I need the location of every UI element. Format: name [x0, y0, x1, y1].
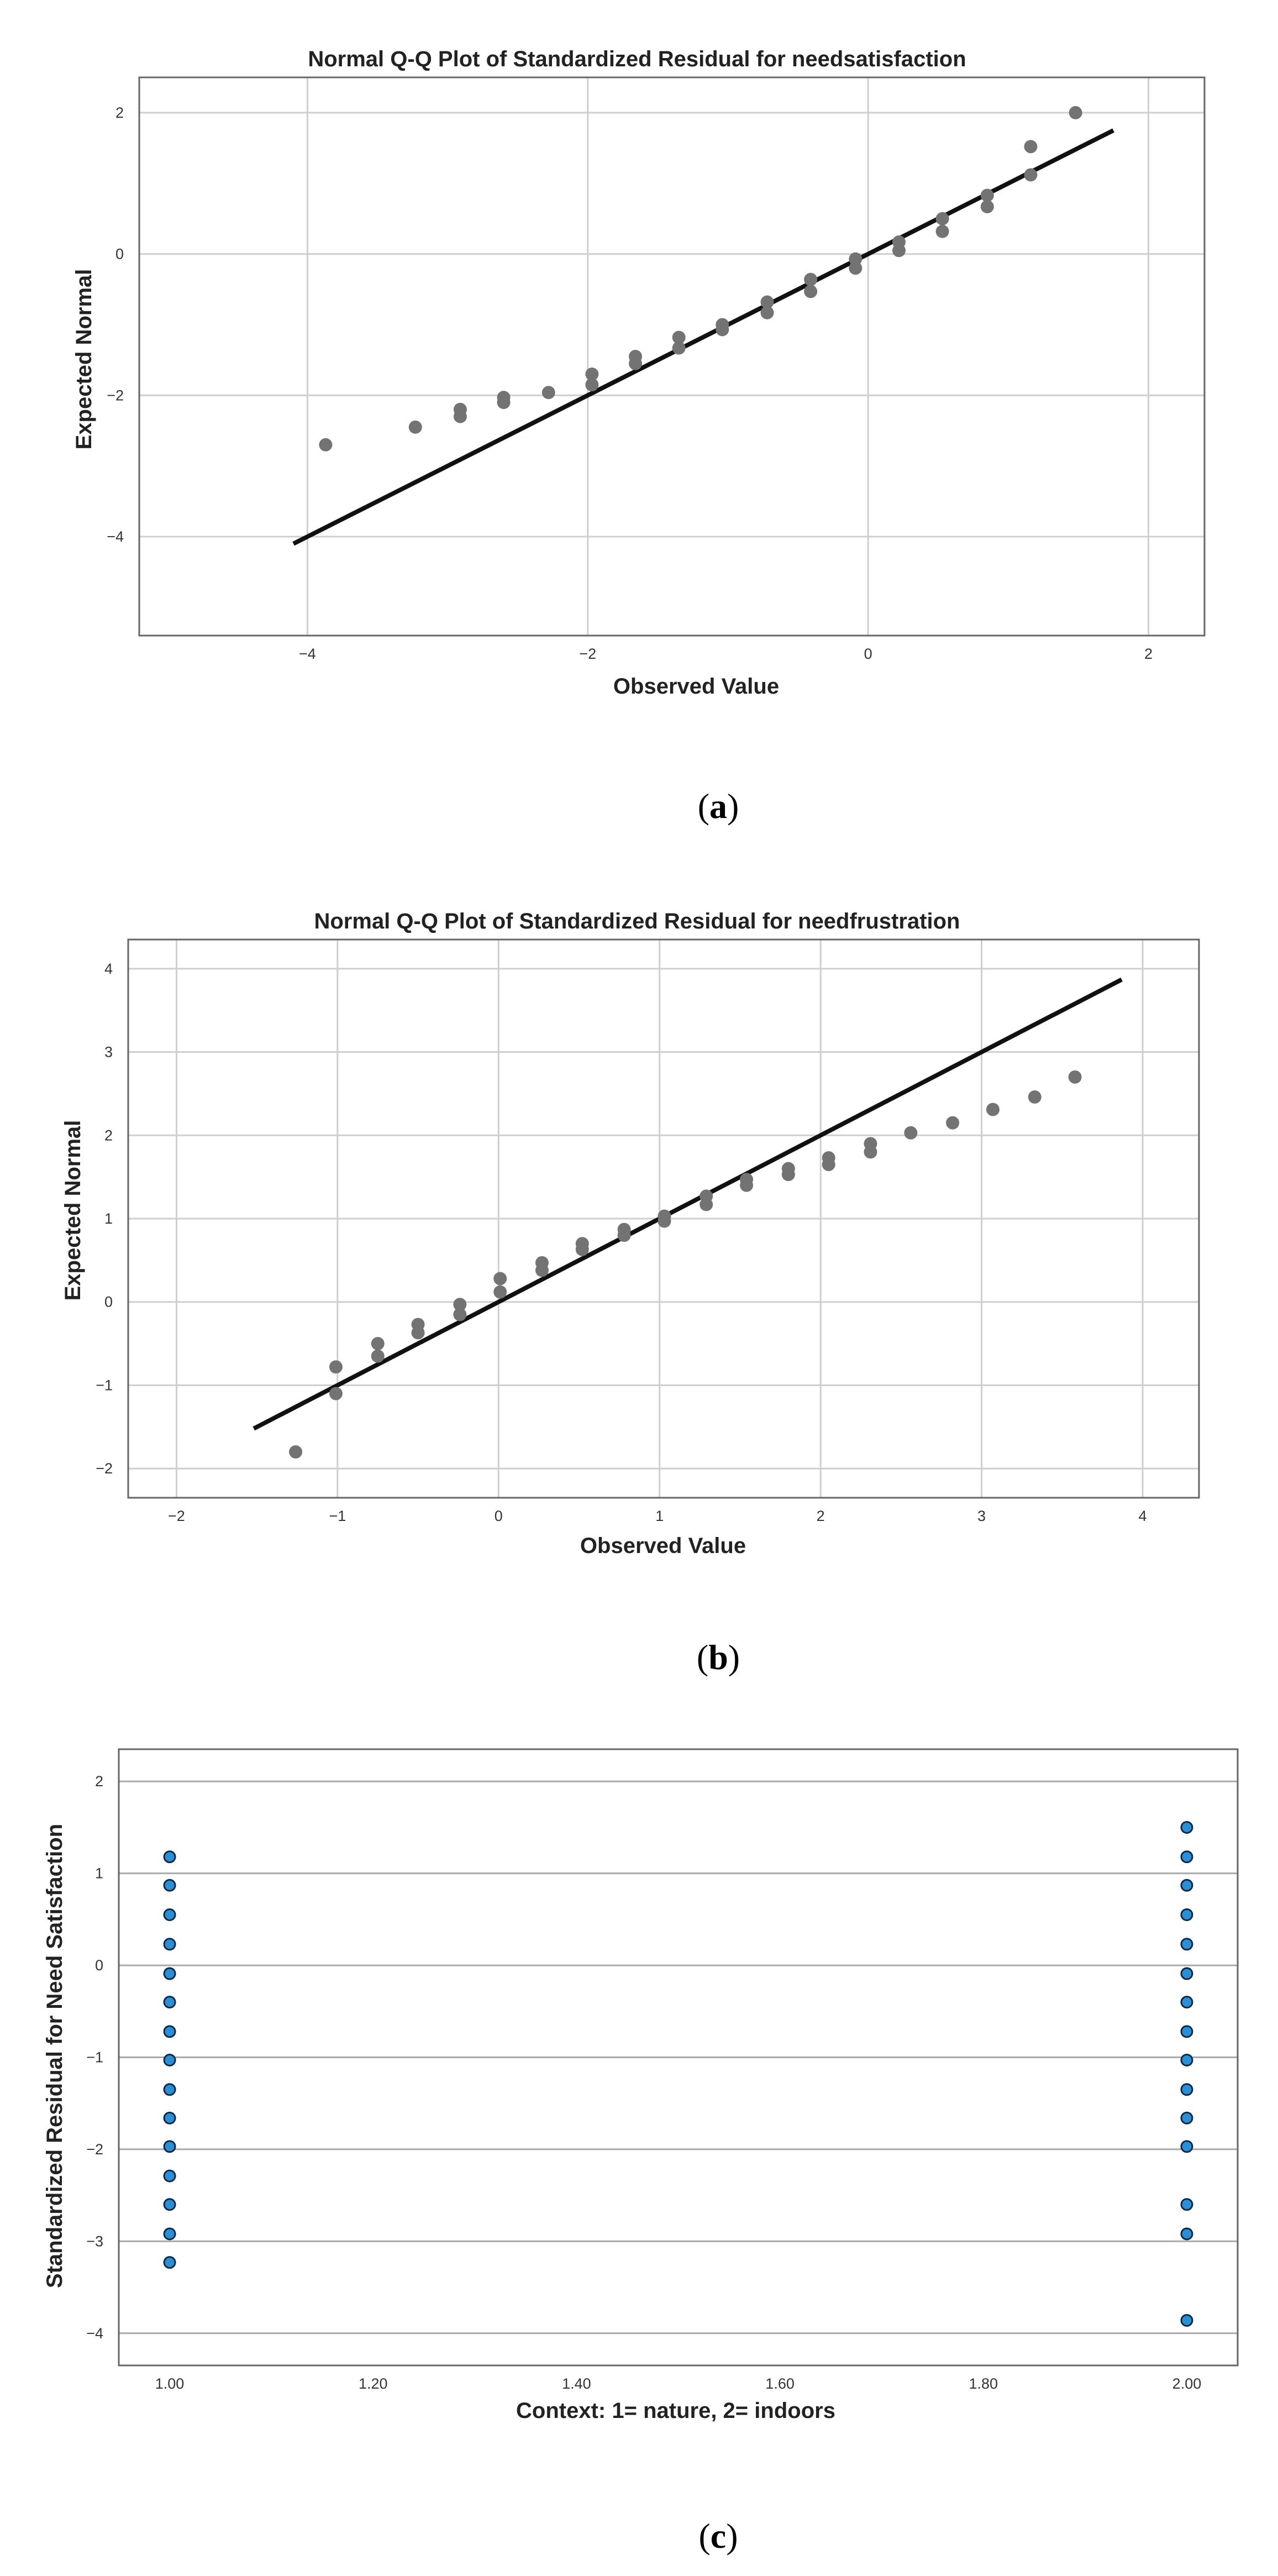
data-point — [412, 1326, 425, 1340]
y-tick-label: 1 — [94, 1865, 103, 1882]
chart-a-points — [319, 106, 1082, 452]
y-tick-label: −2 — [96, 1460, 113, 1477]
data-point — [329, 1360, 343, 1373]
data-point — [164, 1851, 175, 1863]
y-tick-label: 2 — [94, 1773, 103, 1790]
y-tick-label: −1 — [96, 1377, 113, 1394]
panel-c — [43, 1749, 1238, 2556]
chart-b-reference-line — [254, 979, 1122, 1429]
x-tick-label: 1.40 — [562, 2375, 591, 2392]
caption-c: (c) — [698, 2516, 738, 2556]
x-tick-label: 4 — [1138, 1508, 1147, 1524]
y-tick-label: −4 — [107, 528, 124, 545]
y-tick-label: −2 — [86, 2140, 103, 2158]
y-tick-label: −3 — [86, 2233, 103, 2250]
x-tick-label: 1 — [655, 1508, 664, 1524]
data-point — [329, 1387, 343, 1400]
y-tick-label: 4 — [104, 960, 113, 977]
chart-b-title: Normal Q-Q Plot of Standardized Residual for needfrustration — [314, 909, 960, 933]
data-point — [164, 2026, 175, 2037]
data-point — [1181, 2199, 1192, 2210]
data-point — [986, 1103, 1000, 1116]
data-point — [164, 2228, 175, 2239]
x-tick-label: 1.60 — [765, 2375, 795, 2392]
caption-a: (a) — [697, 786, 739, 826]
y-tick-label: 1 — [104, 1210, 113, 1227]
data-point — [164, 2199, 175, 2210]
y-tick-label: 0 — [94, 1957, 103, 1974]
data-point — [1181, 2228, 1192, 2239]
data-point — [981, 189, 994, 202]
data-point — [164, 2170, 175, 2181]
data-point — [849, 261, 862, 275]
data-point — [1181, 1997, 1192, 2008]
data-point — [164, 2054, 175, 2065]
data-point — [164, 1968, 175, 1979]
data-point — [1181, 1939, 1192, 1950]
x-tick-label: 1.80 — [969, 2375, 998, 2392]
data-point — [1181, 2054, 1192, 2065]
x-tick-label: 1.00 — [155, 2375, 185, 2392]
data-point — [1181, 2026, 1192, 2037]
x-tick-label: 2 — [816, 1508, 825, 1524]
x-tick-label: −2 — [579, 646, 597, 662]
data-point — [535, 1263, 549, 1277]
chart-b-tick-labels — [96, 961, 1146, 1524]
y-tick-label: 2 — [104, 1127, 113, 1144]
y-tick-label: 0 — [115, 245, 124, 263]
data-point — [409, 421, 422, 434]
caption-a-letter: a — [709, 786, 727, 826]
data-point — [319, 438, 332, 452]
data-point — [497, 396, 511, 409]
data-point — [164, 2141, 175, 2152]
data-point — [164, 2257, 175, 2268]
data-point — [904, 1126, 917, 1140]
data-point — [289, 1445, 302, 1458]
chart-b-y-axis-label: Expected Normal — [61, 1120, 85, 1301]
data-point — [618, 1229, 631, 1242]
data-point — [453, 1308, 466, 1321]
data-point — [864, 1145, 877, 1158]
y-tick-label: 0 — [104, 1293, 113, 1310]
data-point — [454, 410, 467, 423]
chart-c-x-axis-label: Context: 1= nature, 2= indoors — [516, 2399, 835, 2423]
data-point — [1069, 1071, 1082, 1084]
x-tick-label: 3 — [977, 1508, 986, 1524]
data-point — [629, 357, 642, 370]
data-point — [542, 386, 555, 399]
data-point — [782, 1168, 795, 1181]
chart-b-x-axis-label: Observed Value — [580, 1534, 746, 1558]
chart-c-tick-labels — [86, 1773, 1201, 2392]
x-tick-label: −1 — [329, 1508, 346, 1524]
data-point — [576, 1243, 589, 1256]
caption-c-letter: c — [710, 2516, 727, 2556]
data-point — [936, 212, 949, 225]
chart-c-points — [164, 1822, 1192, 2326]
caption-b: (b) — [696, 1638, 740, 1677]
y-tick-label: −2 — [107, 387, 124, 404]
data-point — [164, 1939, 175, 1950]
chart-a-plot-frame — [139, 77, 1205, 636]
data-point — [658, 1215, 671, 1228]
data-point — [493, 1286, 507, 1299]
data-point — [585, 378, 598, 391]
data-point — [1069, 106, 1082, 119]
chart-c-gridlines — [119, 1781, 1238, 2333]
chart-a-y-axis-label: Expected Normal — [72, 269, 96, 450]
data-point — [804, 285, 817, 298]
x-tick-label: −2 — [168, 1508, 185, 1524]
data-point — [1024, 168, 1037, 181]
data-point — [1024, 140, 1037, 153]
data-point — [892, 244, 906, 257]
chart-a-x-axis-label: Observed Value — [613, 674, 780, 699]
data-point — [1181, 2084, 1192, 2095]
data-point — [672, 342, 686, 355]
x-tick-label: 0 — [864, 646, 872, 662]
data-point — [700, 1198, 713, 1211]
chart-c-y-axis-label: Standardized Residual for Need Satisfaction — [43, 1823, 67, 2289]
x-tick-label: 2.00 — [1172, 2375, 1202, 2392]
x-tick-label: 0 — [494, 1508, 503, 1524]
data-point — [740, 1179, 753, 1192]
data-point — [761, 306, 774, 319]
data-point — [164, 2084, 175, 2095]
data-point — [1181, 2112, 1192, 2123]
y-tick-label: 3 — [104, 1043, 113, 1061]
data-point — [946, 1116, 959, 1130]
x-tick-label: −4 — [299, 646, 316, 662]
data-point — [1181, 1968, 1192, 1979]
data-point — [164, 1997, 175, 2008]
data-point — [1181, 1822, 1192, 1833]
data-point — [804, 273, 817, 286]
x-tick-label: 2 — [1144, 646, 1153, 662]
y-tick-label: −4 — [86, 2325, 103, 2342]
data-point — [822, 1158, 835, 1171]
data-point — [1181, 1909, 1192, 1921]
data-point — [1028, 1090, 1042, 1104]
x-tick-label: 1.20 — [358, 2375, 388, 2392]
data-point — [371, 1337, 385, 1350]
panel-a — [72, 47, 1205, 826]
data-point — [493, 1272, 507, 1286]
chart-a-gridlines — [139, 77, 1205, 636]
data-point — [1181, 2141, 1192, 2152]
data-point — [164, 1880, 175, 1891]
panel-b — [61, 909, 1199, 1677]
data-point — [164, 2112, 175, 2123]
data-point — [1181, 1851, 1192, 1863]
data-point — [981, 200, 994, 213]
chart-b-points — [289, 1071, 1082, 1458]
data-point — [371, 1350, 385, 1363]
y-tick-label: 2 — [115, 104, 124, 121]
data-point — [716, 323, 729, 336]
y-tick-label: −1 — [86, 2049, 103, 2066]
caption-b-letter: b — [708, 1638, 728, 1677]
data-point — [164, 1909, 175, 1921]
chart-a-title: Normal Q-Q Plot of Standardized Residual for needsatisfaction — [308, 47, 966, 71]
data-point — [1181, 1880, 1192, 1891]
data-point — [936, 225, 949, 238]
data-point — [1181, 2315, 1192, 2326]
